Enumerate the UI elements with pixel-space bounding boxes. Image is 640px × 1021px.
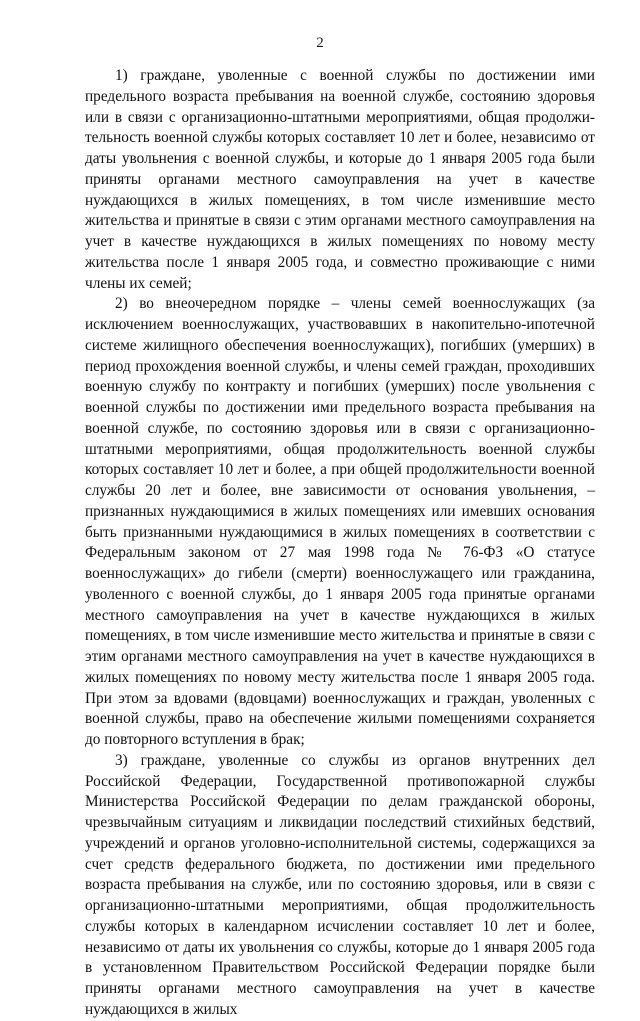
- document-body: [85, 66, 595, 1021]
- page-number: 2: [316, 35, 324, 51]
- paragraph-item-3: 3) граждане, уволенные со службы из органов внутренних дел Российской Федерации, Государственной противопожарной службы Министерства Российской Федерации по делам гражданской обороны, чрезвычайным ситуациям и ликвидации последствий стихийных бедствий, учреждений и органов уголовно-исполнительной системы, содержащихся за счет средств федерального бюджета, по достижении ими предельного возраста пребывания на службе, или по состоянию здоровья, или в связи с организационно-штатными мероприятиями, общая продолжительность службы которых в календарном исчислении составляет 10 лет и более, независимо от даты их увольнения со службы, которые до 1 января 2005 года в установленном Правительством Российской Федерации порядке были приняты органами местного самоуправления на учет в качестве нуждающихся в жилых: [85, 751, 595, 1018]
- paragraph-item-2: 2) во внеочередном порядке – члены семей военнослужащих (за исключением военнослужащих, участвовавших в накопительно-ипотечной системе жилищного обеспечения военнослужащих), погибших (умерших) в период прохождения военной службы, и члены семей граждан, проходивших военную службу по контракту и погибших (умерших) после увольнения с военной службы по достижении ими предельного возраста пребывания на военной службе, по состоянию здоровья или в связи с организационно-штатными мероприятиями, общая продолжительность военной службы которых составляет 10 лет и более, а при общей продолжительности военной службы 20 лет и более, вне зависимости от основания увольнения, – признанных нуждающимися в жилых помещениях или имевших основания быть признанными нуждающимися в жилых помещениях в соответствии с Федеральным законом от 27 мая 1998 года № 76-ФЗ «О статусе военнослужащих» до гибели (смерти) военнослужащего или гражданина, уволенного с военной службы, до 1 января 2005 года принятые органами местного самоуправления на учет в качестве нуждающихся в жилых помещениях, в том числе изменившие место жительства и принятые в связи с этим органами местного самоуправления на учет в качестве нуждающихся в жилых помещениях по новому месту жительства после 1 января 2005 года. При этом за вдовами (вдовцами) военнослужащих и граждан, уволенных с военной службы, право на обеспечение жилыми помещениями сохраняется до повторного вступления в брак;: [85, 295, 595, 748]
- paragraph-item-1: 1) граждане, уволенные с военной службы по достижении ими предельного возраста пребывания на военной службе, состоянию здоровья или в связи с организационно-штатными мероприятиями, общая продолжи-тельность военной службы которых составляет 10 лет и более, независимо от даты увольнения с военной службы, и которые до 1 января 2005 года были приняты органами местного самоуправления на учет в качестве нуждающихся в жилых помещениях, в том числе изменившие место жительства и принятые в связи с этим органами местного самоуправления на учет в качестве нуждающихся в жилых помещениях по новому месту жительства после 1 января 2005 года, и совместно проживающие с ними члены их семей;: [85, 67, 595, 292]
